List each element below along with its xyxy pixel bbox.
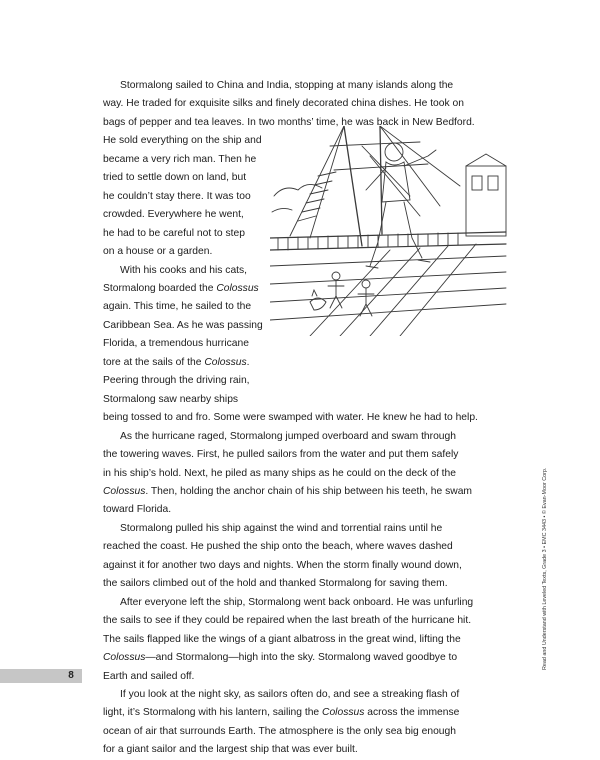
ship-name: Colossus: [103, 652, 146, 664]
side-credit-text: Read and Understand with Leveled Texts, Grade 3 • EMC 3443 • © Evan-Moor Corp.: [542, 467, 548, 670]
text-line: Stormalong pulled his ship against the wind and torrential rains until he: [120, 522, 443, 534]
text-run: . Then, holding the anchor chain of his ship between his teeth, he swam: [145, 485, 473, 497]
text-line: for a giant sailor and the largest ship that was ever built.: [103, 744, 358, 756]
text-line: the sailors climbed out of the hold and thanked Stormalong for saving them.: [103, 578, 448, 590]
text-line: in his ship’s hold. Next, he piled as many ships as he could on the deck of the: [103, 467, 456, 479]
text-line: reached the coast. He pushed the ship onto the beach, where waves dashed: [103, 541, 453, 553]
text-run: —and Stormalong—high into the sky. Stormalong waved goodbye to: [145, 652, 458, 664]
text-line: Stormalong saw nearby ships: [103, 393, 239, 405]
text-line: he couldn’t stay there. It was too: [103, 190, 251, 202]
ship-name: Colossus: [103, 485, 146, 497]
ship-name: Colossus: [204, 356, 247, 368]
paragraph-6: [103, 686, 508, 760]
text-line: [103, 704, 508, 722]
text-run: light, it’s Stormalong with his lantern, sailing the: [103, 707, 323, 719]
text-line: being tossed to and fro. Some were swamped with water. He knew he had to help.: [103, 412, 478, 424]
text-line: [103, 354, 508, 372]
ship-deck-illustration: [270, 126, 508, 336]
text-line: toward Florida.: [103, 504, 172, 516]
ship-name: Colossus: [216, 282, 259, 294]
text-line: Peering through the driving rain,: [103, 375, 250, 387]
text-run: Stormalong boarded the: [103, 282, 217, 294]
text-line: As the hurricane raged, Stormalong jumped overboard and swam through: [120, 430, 456, 442]
text-line: again. This time, he sailed to the: [103, 301, 252, 313]
text-line: tried to settle down on land, but: [103, 172, 247, 184]
text-line: [103, 649, 508, 667]
text-line: he had to be careful not to step: [103, 227, 245, 239]
illustration-drawing: [270, 126, 508, 336]
text-line: on a house or a garden.: [103, 246, 213, 258]
text-run: .: [246, 356, 250, 368]
text-run: across the immense: [364, 707, 460, 719]
text-line: way. He traded for exquisite silks and finely decorated china dishes. He took on: [103, 98, 464, 110]
text-line: Florida, a tremendous hurricane: [103, 338, 249, 350]
text-line: He sold everything on the ship and: [103, 135, 262, 147]
text-line: With his cooks and his cats,: [120, 264, 248, 276]
text-line: After everyone left the ship, Stormalong went back onboard. He was unfurling: [120, 596, 474, 608]
text-line: If you look at the night sky, as sailors often do, and see a streaking flash of: [120, 688, 460, 700]
text-line: the towering waves. First, he pulled sailors from the water and put them safely: [103, 449, 459, 461]
text-line: bags of pepper and tea leaves. In two months’ time, he was back in New Bedford.: [103, 116, 475, 128]
side-credit: [537, 430, 547, 670]
page-number: 8: [68, 670, 74, 681]
text-run: tore at the sails of the: [103, 356, 205, 368]
text-line: Stormalong sailed to China and India, stopping at many islands along the: [120, 80, 454, 91]
paragraph-3: [103, 428, 508, 520]
text-line: Earth and sailed off.: [103, 670, 195, 682]
text-line: [103, 483, 508, 501]
text-line: crowded. Everywhere he went,: [103, 209, 244, 221]
text-line: the sails to see if they could be repaired when the last breath of the hurricane hit.: [103, 615, 472, 627]
paragraph-5: [103, 594, 508, 686]
text-line: Caribbean Sea. As he was passing: [103, 319, 263, 331]
text-line: became a very rich man. Then he: [103, 153, 257, 165]
ship-name: Colossus: [322, 707, 365, 719]
paragraph-4: [103, 520, 508, 594]
text-line: The sails flapped like the wings of a giant albatross in the great wind, lifting the: [103, 633, 461, 645]
text-line: against it for another two days and nights. When the storm finally wound down,: [103, 559, 462, 571]
text-line: ocean of air that surrounds Earth. The atmosphere is the only sea big enough: [103, 725, 456, 737]
